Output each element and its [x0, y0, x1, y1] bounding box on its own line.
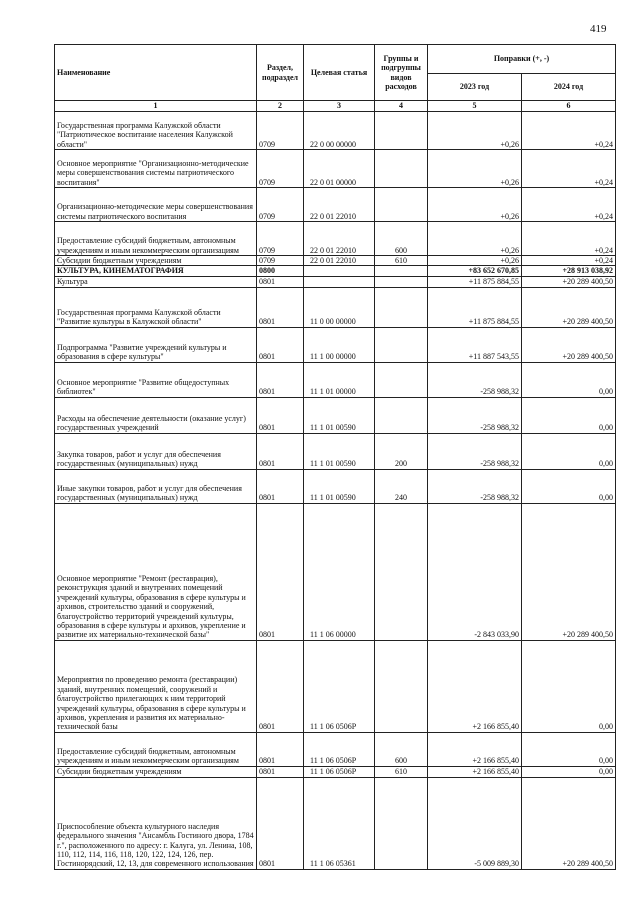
row-group: 200 — [375, 433, 428, 469]
row-group — [375, 276, 428, 287]
row-name: Субсидии бюджетным учреждениям — [55, 256, 257, 266]
row-section: 0801 — [257, 732, 304, 766]
row-amount-2023: -2 843 033,90 — [428, 503, 522, 640]
row-target: 22 0 01 22010 — [304, 188, 375, 222]
row-amount-2023: -258 988,32 — [428, 469, 522, 503]
row-amount-2023: +0,26 — [428, 150, 522, 188]
row-section: 0801 — [257, 397, 304, 433]
row-group — [375, 150, 428, 188]
row-amount-2023: -258 988,32 — [428, 433, 522, 469]
header-section: Раздел, подраздел — [257, 45, 304, 101]
row-amount-2023: +2 166 855,40 — [428, 732, 522, 766]
row-group — [375, 397, 428, 433]
row-target: 22 0 01 00000 — [304, 150, 375, 188]
row-target: 11 1 06 00000 — [304, 503, 375, 640]
table-row — [55, 397, 616, 433]
table-row — [55, 469, 616, 503]
row-target: 22 0 00 00000 — [304, 112, 375, 150]
row-amount-2023: +11 875 884,55 — [428, 276, 522, 287]
row-section: 0801 — [257, 433, 304, 469]
table-row — [55, 222, 616, 256]
table-row — [55, 732, 616, 766]
row-amount-2024: +0,24 — [522, 222, 616, 256]
row-amount-2023: +0,26 — [428, 112, 522, 150]
row-name: Основное мероприятие "Развитие общедоступных библиотек" — [55, 362, 257, 397]
row-section: 0801 — [257, 469, 304, 503]
row-name: Иные закупки товаров, работ и услуг для обеспечения государственных (муниципальных) нужд — [55, 469, 257, 503]
row-amount-2023: +2 166 855,40 — [428, 766, 522, 777]
row-amount-2024: +0,24 — [522, 256, 616, 266]
row-target: 11 1 06 0506Р — [304, 766, 375, 777]
row-target: 11 1 01 00590 — [304, 397, 375, 433]
row-section: 0801 — [257, 640, 304, 732]
row-target: 11 1 01 00590 — [304, 469, 375, 503]
table-row — [55, 256, 616, 266]
row-amount-2023: +0,26 — [428, 188, 522, 222]
row-amount-2023: -258 988,32 — [428, 362, 522, 397]
header-year-2023: 2023 год — [428, 74, 522, 101]
row-name: Государственная программа Калужской области "Развитие культуры в Калужской области" — [55, 287, 257, 327]
row-amount-2024: +20 289 400,50 — [522, 503, 616, 640]
row-target: 11 1 06 05361 — [304, 777, 375, 869]
row-group — [375, 640, 428, 732]
row-amount-2023: +11 887 543,55 — [428, 327, 522, 362]
row-amount-2023: +0,26 — [428, 222, 522, 256]
row-group — [375, 287, 428, 327]
row-section: 0709 — [257, 112, 304, 150]
row-section: 0800 — [257, 266, 304, 276]
row-group — [375, 777, 428, 869]
row-amount-2024: +0,24 — [522, 188, 616, 222]
row-group: 610 — [375, 256, 428, 266]
row-group — [375, 188, 428, 222]
header-name: Наименование — [55, 45, 257, 101]
row-amount-2024: 0,00 — [522, 397, 616, 433]
row-group — [375, 327, 428, 362]
row-group: 600 — [375, 222, 428, 256]
row-section: 0801 — [257, 327, 304, 362]
table-row — [55, 777, 616, 869]
row-name: Предоставление субсидий бюджетным, автономным учреждениям и иным некоммерческим организациям — [55, 222, 257, 256]
row-group — [375, 112, 428, 150]
header-year-2024: 2024 год — [522, 74, 616, 101]
row-amount-2024: +0,24 — [522, 150, 616, 188]
row-amount-2023: -5 009 889,30 — [428, 777, 522, 869]
row-group: 610 — [375, 766, 428, 777]
row-name: Подпрограмма "Развитие учреждений культуры и образования в сфере культуры" — [55, 327, 257, 362]
row-name: Закупка товаров, работ и услуг для обеспечения государственных (муниципальных) нужд — [55, 433, 257, 469]
row-group — [375, 362, 428, 397]
row-amount-2024: 0,00 — [522, 640, 616, 732]
col-number: 2 — [257, 101, 304, 112]
row-amount-2024: +20 289 400,50 — [522, 276, 616, 287]
header-target: Целевая статья — [304, 45, 375, 101]
row-amount-2024: +0,24 — [522, 112, 616, 150]
row-amount-2023: +11 875 884,55 — [428, 287, 522, 327]
amendments-table — [54, 44, 616, 870]
page-number: 419 — [590, 23, 607, 35]
header-amendments: Поправки (+, -) — [428, 45, 616, 74]
row-section: 0801 — [257, 362, 304, 397]
row-section: 0709 — [257, 256, 304, 266]
row-name: КУЛЬТУРА, КИНЕМАТОГРАФИЯ — [55, 266, 257, 276]
row-amount-2023: +0,26 — [428, 256, 522, 266]
row-amount-2023: +83 652 670,85 — [428, 266, 522, 276]
row-name: Мероприятия по проведению ремонта (реставрации) зданий, внутренних помещений, сооружений и благоустройство прилегающих к ним территорий учреждений культуры, образования в сфере культуры и архивов, укрепления и развития их материально-технической базы — [55, 640, 257, 732]
table-row — [55, 112, 616, 150]
col-number: 3 — [304, 101, 375, 112]
col-number: 5 — [428, 101, 522, 112]
row-name: Субсидии бюджетным учреждениям — [55, 766, 257, 777]
table-row — [55, 188, 616, 222]
row-amount-2024: +20 289 400,50 — [522, 777, 616, 869]
row-amount-2024: 0,00 — [522, 469, 616, 503]
table-row — [55, 362, 616, 397]
row-section: 0709 — [257, 150, 304, 188]
row-section: 0801 — [257, 766, 304, 777]
row-amount-2024: 0,00 — [522, 433, 616, 469]
row-target: 22 0 01 22010 — [304, 256, 375, 266]
row-target — [304, 276, 375, 287]
row-group — [375, 266, 428, 276]
row-target — [304, 266, 375, 276]
row-name: Культура — [55, 276, 257, 287]
col-number: 1 — [55, 101, 257, 112]
row-amount-2024: +20 289 400,50 — [522, 287, 616, 327]
row-target: 11 1 01 00590 — [304, 433, 375, 469]
row-name: Основное мероприятие "Организационно-методические меры совершенствования системы патриотического воспитания" — [55, 150, 257, 188]
row-amount-2024: +28 913 038,92 — [522, 266, 616, 276]
row-name: Предоставление субсидий бюджетным, автономным учреждениям и иным некоммерческим организациям — [55, 732, 257, 766]
row-target: 11 1 01 00000 — [304, 362, 375, 397]
row-section: 0801 — [257, 287, 304, 327]
table-body — [55, 112, 616, 870]
row-amount-2023: -258 988,32 — [428, 397, 522, 433]
row-target: 22 0 01 22010 — [304, 222, 375, 256]
row-name: Расходы на обеспечение деятельности (оказание услуг) государственных учреждений — [55, 397, 257, 433]
table-row — [55, 433, 616, 469]
table-row — [55, 503, 616, 640]
row-section: 0801 — [257, 777, 304, 869]
row-target: 11 1 06 0506Р — [304, 732, 375, 766]
table-row — [55, 150, 616, 188]
row-name: Государственная программа Калужской области "Патриотическое воспитание населения Калужской области" — [55, 112, 257, 150]
row-target: 11 1 00 00000 — [304, 327, 375, 362]
table-row — [55, 327, 616, 362]
row-amount-2024: 0,00 — [522, 732, 616, 766]
table-row — [55, 766, 616, 777]
row-name: Основное мероприятие "Ремонт (реставрация), реконструкция зданий и внутренних помещений учреждений культуры, образования в сфере культуры и архивов, строительство зданий и сооружений, благоустройство территорий учреждений культуры, образования в сфере культуры и архивов, укрепление и развитие их материально-технической базы" — [55, 503, 257, 640]
row-section: 0801 — [257, 503, 304, 640]
row-group: 600 — [375, 732, 428, 766]
row-amount-2024: 0,00 — [522, 362, 616, 397]
row-group: 240 — [375, 469, 428, 503]
row-target: 11 1 06 0506Р — [304, 640, 375, 732]
row-amount-2023: +2 166 855,40 — [428, 640, 522, 732]
col-number: 4 — [375, 101, 428, 112]
row-amount-2024: +20 289 400,50 — [522, 327, 616, 362]
row-amount-2024: 0,00 — [522, 766, 616, 777]
row-section: 0709 — [257, 222, 304, 256]
row-section: 0709 — [257, 188, 304, 222]
row-group — [375, 503, 428, 640]
table-row — [55, 287, 616, 327]
table-row — [55, 266, 616, 276]
row-name: Приспособление объекта культурного наследия федерального значения "Ансамбль Гостиного двора, 1784 г.", расположенного по адресу: г. Калуга, ул. Ленина, 108, 110, 112, 114, 116, 118, 120, 122, 124, 126, пер. Гостинорядский, 12, 13, для современного использования — [55, 777, 257, 869]
row-target: 11 0 00 00000 — [304, 287, 375, 327]
row-name: Организационно-методические меры совершенствования системы патриотического воспитания — [55, 188, 257, 222]
table-row — [55, 640, 616, 732]
col-number: 6 — [522, 101, 616, 112]
header-groups: Группы и подгруппы видов расходов — [375, 45, 428, 101]
row-section: 0801 — [257, 276, 304, 287]
table-row — [55, 276, 616, 287]
